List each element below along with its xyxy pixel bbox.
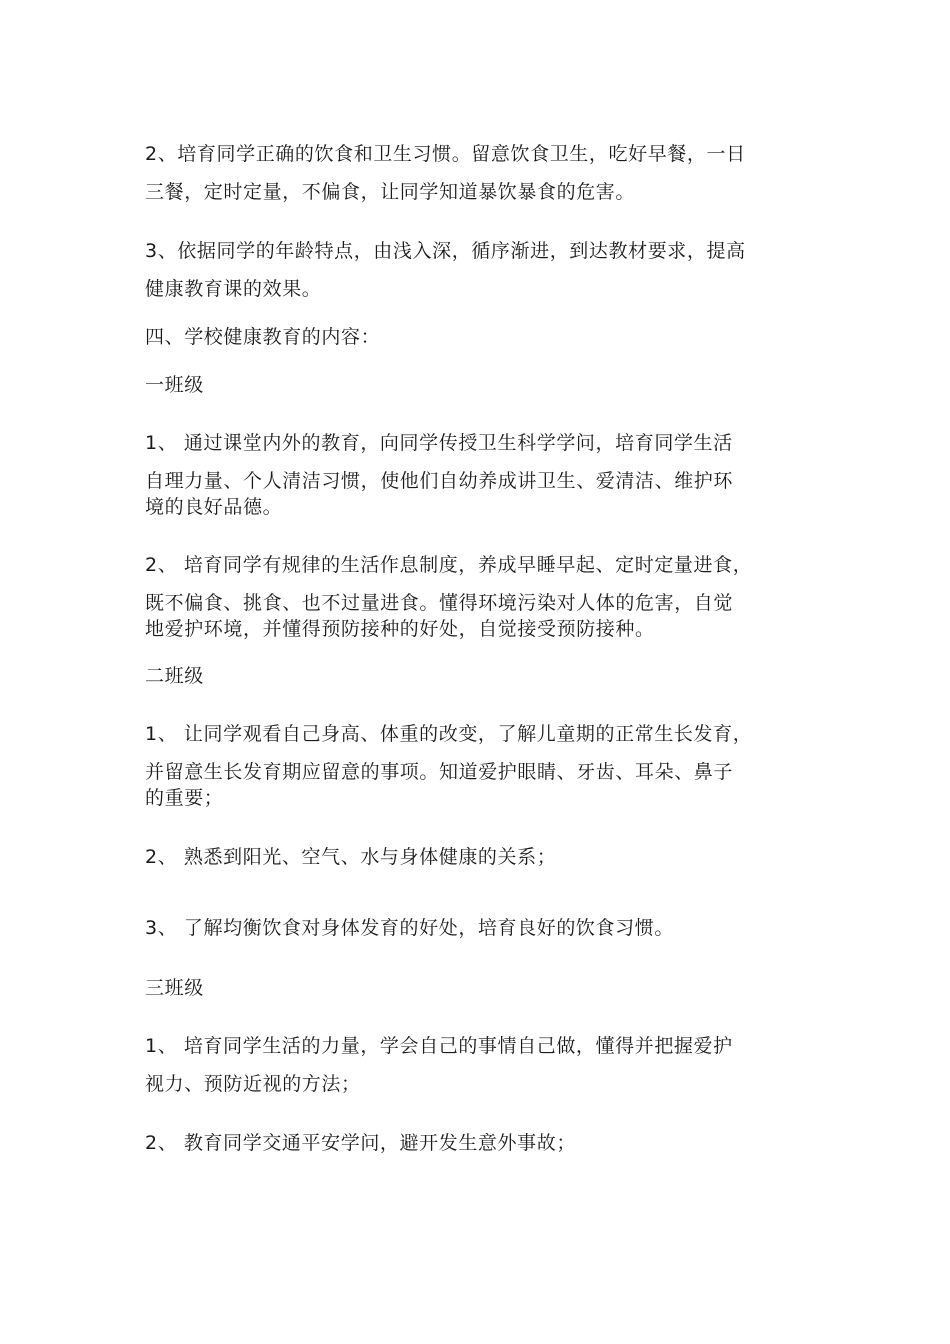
paragraph-line: 既不偏食、挑食、也不过量进食。懂得环境污染对人体的危害，自觉 bbox=[145, 592, 734, 614]
paragraph-line: 3、 了解均衡饮食对身体发育的好处，培育良好的饮食习惯。 bbox=[145, 917, 674, 939]
paragraph-line: 1、 让同学观看自己身高、体重的改变，了解儿童期的正常生长发育， bbox=[145, 723, 753, 745]
grade-heading: 三班级 bbox=[145, 977, 204, 999]
paragraph-line: 2、 教育同学交通平安学问，避开发生意外事故； bbox=[145, 1132, 576, 1154]
grade-heading: 一班级 bbox=[145, 374, 204, 396]
grade-heading: 二班级 bbox=[145, 665, 204, 687]
paragraph-line: 1、 培育同学生活的力量，学会自己的事情自己做，懂得并把握爱护 bbox=[145, 1035, 733, 1057]
paragraph-line: 三餐，定时定量，不偏食，让同学知道暴饮暴食的危害。 bbox=[145, 181, 636, 203]
paragraph-line: 地爱护环境，并懂得预防接种的好处，自觉接受预防接种。 bbox=[145, 618, 655, 640]
paragraph-line: 境的良好品德。 bbox=[145, 496, 283, 518]
paragraph-line: 自理力量、个人清洁习惯，使他们自幼养成讲卫生、爱清洁、维护环 bbox=[145, 470, 734, 492]
paragraph-line: 健康教育课的效果。 bbox=[145, 278, 322, 300]
paragraph-line: 的重要； bbox=[145, 787, 224, 809]
paragraph-line: 3、依据同学的年龄特点，由浅入深，循序渐进，到达教材要求，提高 bbox=[145, 240, 746, 262]
paragraph-line: 2、 熟悉到阳光、空气、水与身体健康的关系； bbox=[145, 846, 557, 868]
paragraph-line: 视力、预防近视的方法； bbox=[145, 1073, 361, 1095]
paragraph-line: 2、 培育同学有规律的生活作息制度，养成早睡早起、定时定量进食， bbox=[145, 554, 753, 576]
paragraph-line: 1、 通过课堂内外的教育，向同学传授卫生科学学问，培育同学生活 bbox=[145, 432, 733, 454]
section-heading: 四、学校健康教育的内容： bbox=[145, 326, 381, 348]
paragraph-line: 并留意生长发育期应留意的事项。知道爱护眼睛、牙齿、耳朵、鼻子 bbox=[145, 761, 734, 783]
paragraph-line: 2、培育同学正确的饮食和卫生习惯。留意饮食卫生，吃好早餐，一日 bbox=[145, 143, 746, 165]
